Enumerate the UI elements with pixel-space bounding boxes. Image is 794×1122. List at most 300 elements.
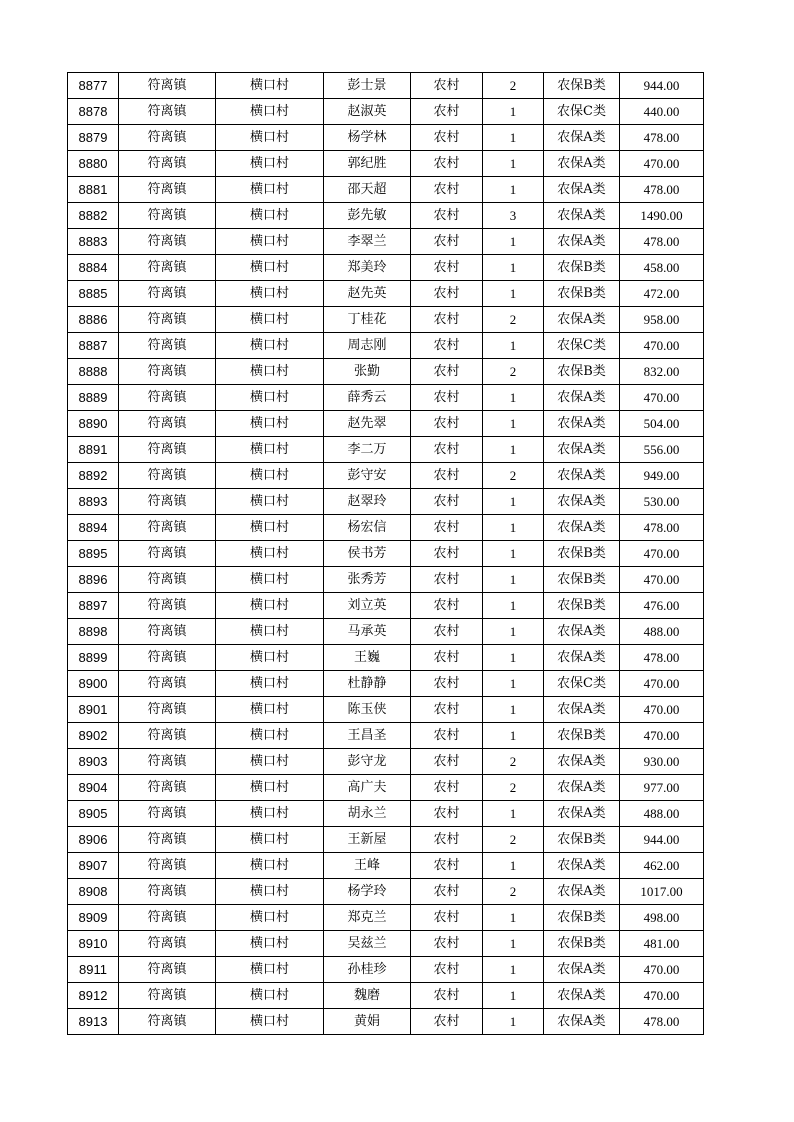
amount-cell: 478.00 [620,177,704,203]
area-type-cell: 农村 [411,255,483,281]
village-cell: 横口村 [216,723,324,749]
household-count-cell: 1 [483,281,544,307]
area-type-cell: 农村 [411,905,483,931]
table-row [68,99,704,125]
amount-cell: 958.00 [620,307,704,333]
amount-cell: 470.00 [620,983,704,1009]
table-row [68,463,704,489]
amount-cell: 458.00 [620,255,704,281]
household-count-cell: 1 [483,593,544,619]
town-cell: 符离镇 [119,489,216,515]
category-cell: 农保B类 [544,281,620,307]
village-cell: 横口村 [216,151,324,177]
area-type-cell: 农村 [411,229,483,255]
amount-cell: 832.00 [620,359,704,385]
area-type-cell: 农村 [411,671,483,697]
town-cell: 符离镇 [119,333,216,359]
table-row [68,229,704,255]
household-count-cell: 1 [483,697,544,723]
table-row [68,411,704,437]
category-cell: 农保A类 [544,1009,620,1035]
household-count-cell: 2 [483,463,544,489]
town-cell: 符离镇 [119,723,216,749]
name-cell: 赵先英 [324,281,411,307]
amount-cell: 498.00 [620,905,704,931]
village-cell: 横口村 [216,1009,324,1035]
table-row [68,645,704,671]
household-count-cell: 1 [483,853,544,879]
category-cell: 农保A类 [544,645,620,671]
amount-cell: 478.00 [620,125,704,151]
town-cell: 符离镇 [119,931,216,957]
household-count-cell: 1 [483,99,544,125]
amount-cell: 470.00 [620,541,704,567]
village-cell: 横口村 [216,359,324,385]
category-cell: 农保C类 [544,333,620,359]
village-cell: 横口村 [216,229,324,255]
category-cell: 农保B类 [544,73,620,99]
town-cell: 符离镇 [119,385,216,411]
serial-number-cell: 8891 [68,437,119,463]
category-cell: 农保C类 [544,671,620,697]
name-cell: 黄娟 [324,1009,411,1035]
village-cell: 横口村 [216,333,324,359]
area-type-cell: 农村 [411,1009,483,1035]
town-cell: 符离镇 [119,307,216,333]
table-row [68,255,704,281]
town-cell: 符离镇 [119,203,216,229]
category-cell: 农保A类 [544,619,620,645]
serial-number-cell: 8908 [68,879,119,905]
amount-cell: 481.00 [620,931,704,957]
amount-cell: 944.00 [620,827,704,853]
household-count-cell: 1 [483,645,544,671]
table-row [68,775,704,801]
table-row [68,567,704,593]
name-cell: 赵淑英 [324,99,411,125]
serial-number-cell: 8894 [68,515,119,541]
area-type-cell: 农村 [411,515,483,541]
serial-number-cell: 8904 [68,775,119,801]
household-count-cell: 2 [483,749,544,775]
area-type-cell: 农村 [411,645,483,671]
area-type-cell: 农村 [411,775,483,801]
village-cell: 横口村 [216,73,324,99]
name-cell: 高广夫 [324,775,411,801]
area-type-cell: 农村 [411,333,483,359]
serial-number-cell: 8885 [68,281,119,307]
name-cell: 王峰 [324,853,411,879]
category-cell: 农保A类 [544,489,620,515]
table-row [68,723,704,749]
name-cell: 彭先敏 [324,203,411,229]
serial-number-cell: 8892 [68,463,119,489]
name-cell: 王昌圣 [324,723,411,749]
table-row [68,515,704,541]
village-cell: 横口村 [216,879,324,905]
table-row [68,359,704,385]
amount-cell: 470.00 [620,385,704,411]
village-cell: 横口村 [216,983,324,1009]
category-cell: 农保A类 [544,307,620,333]
serial-number-cell: 8881 [68,177,119,203]
area-type-cell: 农村 [411,697,483,723]
serial-number-cell: 8882 [68,203,119,229]
amount-cell: 1017.00 [620,879,704,905]
village-cell: 横口村 [216,931,324,957]
table-row [68,879,704,905]
category-cell: 农保A类 [544,203,620,229]
category-cell: 农保A类 [544,515,620,541]
table-row [68,801,704,827]
village-cell: 横口村 [216,593,324,619]
name-cell: 李翠兰 [324,229,411,255]
area-type-cell: 农村 [411,749,483,775]
name-cell: 杜静静 [324,671,411,697]
table-row [68,203,704,229]
table-row [68,1009,704,1035]
village-cell: 横口村 [216,957,324,983]
area-type-cell: 农村 [411,723,483,749]
area-type-cell: 农村 [411,879,483,905]
name-cell: 邵天超 [324,177,411,203]
town-cell: 符离镇 [119,515,216,541]
serial-number-cell: 8877 [68,73,119,99]
category-cell: 农保A类 [544,229,620,255]
serial-number-cell: 8890 [68,411,119,437]
amount-cell: 488.00 [620,801,704,827]
town-cell: 符离镇 [119,541,216,567]
village-cell: 横口村 [216,125,324,151]
village-cell: 横口村 [216,671,324,697]
amount-cell: 530.00 [620,489,704,515]
category-cell: 农保B类 [544,541,620,567]
name-cell: 魏磨 [324,983,411,1009]
name-cell: 丁桂花 [324,307,411,333]
name-cell: 马承英 [324,619,411,645]
name-cell: 赵翠玲 [324,489,411,515]
name-cell: 彭守安 [324,463,411,489]
serial-number-cell: 8883 [68,229,119,255]
category-cell: 农保B类 [544,359,620,385]
town-cell: 符离镇 [119,957,216,983]
household-count-cell: 1 [483,255,544,281]
name-cell: 张勤 [324,359,411,385]
area-type-cell: 农村 [411,957,483,983]
table-row [68,177,704,203]
household-count-cell: 3 [483,203,544,229]
serial-number-cell: 8901 [68,697,119,723]
name-cell: 周志刚 [324,333,411,359]
table-row [68,73,704,99]
village-cell: 横口村 [216,489,324,515]
category-cell: 农保A类 [544,775,620,801]
table-row [68,619,704,645]
table-row [68,151,704,177]
name-cell: 孙桂珍 [324,957,411,983]
town-cell: 符离镇 [119,281,216,307]
name-cell: 吴兹兰 [324,931,411,957]
serial-number-cell: 8897 [68,593,119,619]
household-count-cell: 1 [483,515,544,541]
village-cell: 横口村 [216,463,324,489]
area-type-cell: 农村 [411,437,483,463]
amount-cell: 472.00 [620,281,704,307]
amount-cell: 949.00 [620,463,704,489]
name-cell: 杨宏信 [324,515,411,541]
records-table [67,72,704,1035]
name-cell: 郭纪胜 [324,151,411,177]
name-cell: 胡永兰 [324,801,411,827]
household-count-cell: 1 [483,905,544,931]
category-cell: 农保A类 [544,957,620,983]
serial-number-cell: 8888 [68,359,119,385]
name-cell: 王巍 [324,645,411,671]
name-cell: 陈玉侠 [324,697,411,723]
town-cell: 符离镇 [119,905,216,931]
amount-cell: 476.00 [620,593,704,619]
name-cell: 彭守龙 [324,749,411,775]
category-cell: 农保C类 [544,99,620,125]
area-type-cell: 农村 [411,411,483,437]
area-type-cell: 农村 [411,983,483,1009]
household-count-cell: 2 [483,775,544,801]
household-count-cell: 1 [483,671,544,697]
serial-number-cell: 8879 [68,125,119,151]
town-cell: 符离镇 [119,749,216,775]
category-cell: 农保A类 [544,385,620,411]
name-cell: 杨学玲 [324,879,411,905]
household-count-cell: 1 [483,931,544,957]
category-cell: 农保B类 [544,905,620,931]
town-cell: 符离镇 [119,671,216,697]
amount-cell: 478.00 [620,645,704,671]
village-cell: 横口村 [216,749,324,775]
village-cell: 横口村 [216,255,324,281]
town-cell: 符离镇 [119,801,216,827]
category-cell: 农保A类 [544,801,620,827]
village-cell: 横口村 [216,905,324,931]
serial-number-cell: 8913 [68,1009,119,1035]
town-cell: 符离镇 [119,177,216,203]
amount-cell: 470.00 [620,671,704,697]
village-cell: 横口村 [216,619,324,645]
serial-number-cell: 8905 [68,801,119,827]
serial-number-cell: 8889 [68,385,119,411]
town-cell: 符离镇 [119,853,216,879]
village-cell: 横口村 [216,177,324,203]
household-count-cell: 1 [483,411,544,437]
town-cell: 符离镇 [119,827,216,853]
table-row [68,931,704,957]
serial-number-cell: 8911 [68,957,119,983]
household-count-cell: 1 [483,151,544,177]
household-count-cell: 1 [483,983,544,1009]
village-cell: 横口村 [216,203,324,229]
serial-number-cell: 8878 [68,99,119,125]
amount-cell: 470.00 [620,957,704,983]
category-cell: 农保A类 [544,437,620,463]
village-cell: 横口村 [216,853,324,879]
category-cell: 农保B类 [544,593,620,619]
area-type-cell: 农村 [411,73,483,99]
category-cell: 农保A类 [544,151,620,177]
category-cell: 农保B类 [544,827,620,853]
village-cell: 横口村 [216,775,324,801]
household-count-cell: 1 [483,177,544,203]
table-row [68,697,704,723]
amount-cell: 478.00 [620,515,704,541]
area-type-cell: 农村 [411,827,483,853]
household-count-cell: 2 [483,879,544,905]
amount-cell: 556.00 [620,437,704,463]
household-count-cell: 2 [483,359,544,385]
household-count-cell: 1 [483,541,544,567]
area-type-cell: 农村 [411,567,483,593]
town-cell: 符离镇 [119,255,216,281]
name-cell: 郑美玲 [324,255,411,281]
town-cell: 符离镇 [119,1009,216,1035]
name-cell: 赵先翠 [324,411,411,437]
household-count-cell: 1 [483,437,544,463]
household-count-cell: 1 [483,489,544,515]
area-type-cell: 农村 [411,281,483,307]
village-cell: 横口村 [216,99,324,125]
household-count-cell: 1 [483,957,544,983]
area-type-cell: 农村 [411,931,483,957]
table-row [68,957,704,983]
name-cell: 张秀芳 [324,567,411,593]
village-cell: 横口村 [216,437,324,463]
table-row [68,307,704,333]
town-cell: 符离镇 [119,879,216,905]
serial-number-cell: 8887 [68,333,119,359]
town-cell: 符离镇 [119,125,216,151]
table-row [68,541,704,567]
area-type-cell: 农村 [411,99,483,125]
household-count-cell: 1 [483,619,544,645]
area-type-cell: 农村 [411,801,483,827]
area-type-cell: 农村 [411,385,483,411]
area-type-cell: 农村 [411,853,483,879]
table-row [68,385,704,411]
household-count-cell: 1 [483,723,544,749]
serial-number-cell: 8912 [68,983,119,1009]
household-count-cell: 2 [483,827,544,853]
serial-number-cell: 8909 [68,905,119,931]
category-cell: 农保A类 [544,463,620,489]
amount-cell: 930.00 [620,749,704,775]
serial-number-cell: 8906 [68,827,119,853]
town-cell: 符离镇 [119,411,216,437]
household-count-cell: 1 [483,567,544,593]
town-cell: 符离镇 [119,73,216,99]
amount-cell: 944.00 [620,73,704,99]
name-cell: 刘立英 [324,593,411,619]
area-type-cell: 农村 [411,541,483,567]
amount-cell: 470.00 [620,567,704,593]
town-cell: 符离镇 [119,697,216,723]
serial-number-cell: 8896 [68,567,119,593]
table-row [68,749,704,775]
area-type-cell: 农村 [411,307,483,333]
table-row [68,593,704,619]
name-cell: 侯书芳 [324,541,411,567]
household-count-cell: 2 [483,73,544,99]
serial-number-cell: 8886 [68,307,119,333]
category-cell: 农保A类 [544,697,620,723]
household-count-cell: 1 [483,385,544,411]
name-cell: 杨学林 [324,125,411,151]
village-cell: 横口村 [216,827,324,853]
amount-cell: 470.00 [620,151,704,177]
town-cell: 符离镇 [119,619,216,645]
serial-number-cell: 8903 [68,749,119,775]
table-row [68,905,704,931]
amount-cell: 470.00 [620,697,704,723]
town-cell: 符离镇 [119,437,216,463]
category-cell: 农保B类 [544,723,620,749]
category-cell: 农保A类 [544,983,620,1009]
village-cell: 横口村 [216,801,324,827]
category-cell: 农保B类 [544,255,620,281]
serial-number-cell: 8900 [68,671,119,697]
category-cell: 农保A类 [544,853,620,879]
area-type-cell: 农村 [411,177,483,203]
town-cell: 符离镇 [119,567,216,593]
table-row [68,671,704,697]
name-cell: 彭士景 [324,73,411,99]
serial-number-cell: 8907 [68,853,119,879]
village-cell: 横口村 [216,281,324,307]
area-type-cell: 农村 [411,359,483,385]
town-cell: 符离镇 [119,593,216,619]
name-cell: 李二万 [324,437,411,463]
village-cell: 横口村 [216,697,324,723]
household-count-cell: 2 [483,307,544,333]
table-row [68,853,704,879]
serial-number-cell: 8884 [68,255,119,281]
serial-number-cell: 8898 [68,619,119,645]
village-cell: 横口村 [216,567,324,593]
amount-cell: 1490.00 [620,203,704,229]
household-count-cell: 1 [483,333,544,359]
category-cell: 农保A类 [544,879,620,905]
village-cell: 横口村 [216,541,324,567]
area-type-cell: 农村 [411,593,483,619]
area-type-cell: 农村 [411,619,483,645]
name-cell: 薛秀云 [324,385,411,411]
town-cell: 符离镇 [119,775,216,801]
household-count-cell: 1 [483,1009,544,1035]
serial-number-cell: 8893 [68,489,119,515]
category-cell: 农保A类 [544,411,620,437]
category-cell: 农保B类 [544,567,620,593]
table-row [68,437,704,463]
table-row [68,489,704,515]
category-cell: 农保B类 [544,931,620,957]
name-cell: 王新屋 [324,827,411,853]
name-cell: 郑克兰 [324,905,411,931]
town-cell: 符离镇 [119,645,216,671]
serial-number-cell: 8880 [68,151,119,177]
category-cell: 农保A类 [544,177,620,203]
town-cell: 符离镇 [119,983,216,1009]
household-count-cell: 1 [483,229,544,255]
table-row [68,983,704,1009]
amount-cell: 440.00 [620,99,704,125]
village-cell: 横口村 [216,385,324,411]
